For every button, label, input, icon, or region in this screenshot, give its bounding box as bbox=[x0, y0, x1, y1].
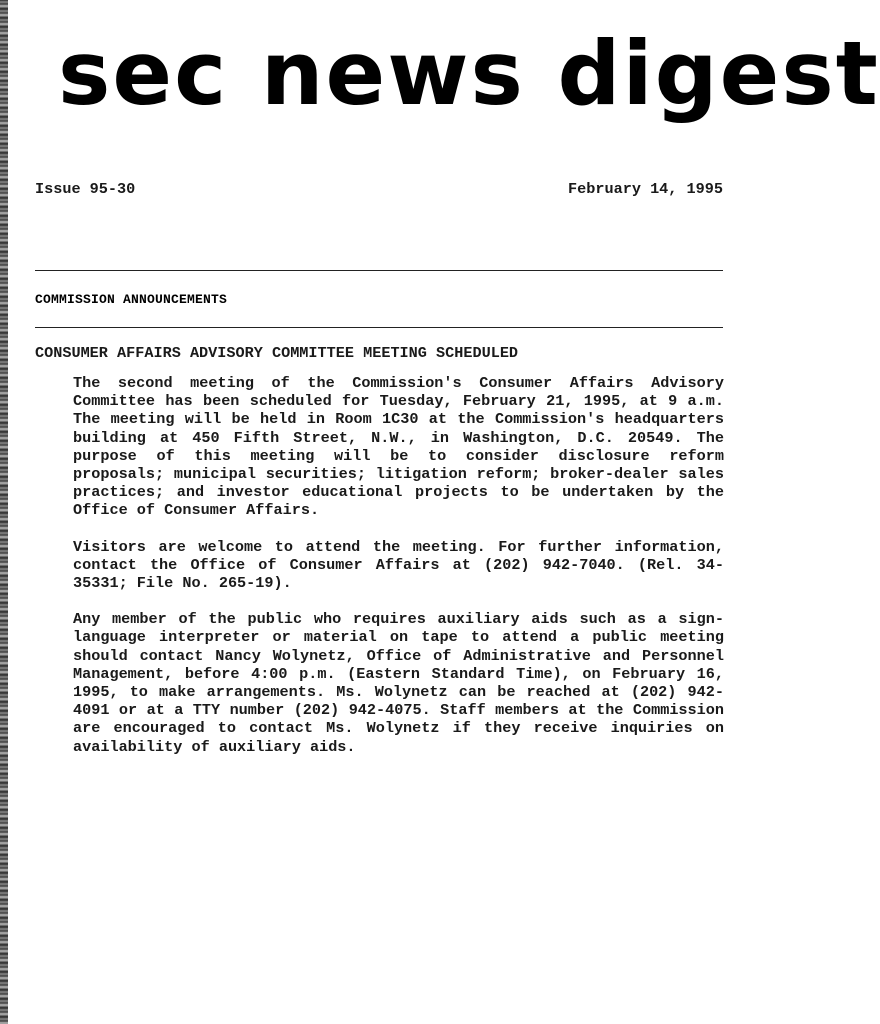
article-paragraph-3: Any member of the public who requires auxiliary aids such as a sign-language interpreter or material on tape to attend a public meeting should contact Nancy Wolynetz, Office of Administrative and Personnel Management, before 4:00 p.m. (Eastern Standard Time), on February 16, 1995, to make arrangements. Ms. Wolynetz can be reached at (202) 942-4091 or at a TTY number (202) 942-4075. Staff members at the Commission are encouraged to contact Ms. Wolynetz if they receive inquiries on availability of auxiliary aids. bbox=[73, 610, 724, 756]
section-heading: COMMISSION ANNOUNCEMENTS bbox=[35, 292, 228, 307]
article-paragraph-1: The second meeting of the Commission's Consumer Affairs Advisory Committee has been scheduled for Tuesday, February 21, 1995, at 9 a.m. The meeting will be held in Room 1C30 at the Commission's headquarters building at 450 Fifth Street, N.W., in Washington, D.C. 20549. The purpose of this meeting will be to consider disclosure reform proposals; municipal securities; litigation reform; broker-dealer sales practices; and investor educational projects to be undertaken by the Office of Consumer Affairs. bbox=[73, 374, 724, 520]
scan-edge bbox=[0, 0, 8, 1024]
article-body bbox=[73, 374, 724, 774]
masthead-title: sec news digest bbox=[58, 22, 880, 125]
issue-number: Issue 95-30 bbox=[35, 180, 136, 198]
article-headline: CONSUMER AFFAIRS ADVISORY COMMITTEE MEETING SCHEDULED bbox=[35, 344, 519, 362]
top-divider bbox=[35, 270, 723, 271]
article-paragraph-2: Visitors are welcome to attend the meeting. For further information, contact the Office of Consumer Affairs at (202) 942-7040. (Rel. 34-35331; File No. 265-19). bbox=[73, 537, 724, 593]
section-divider bbox=[35, 327, 723, 328]
issue-date: February 14, 1995 bbox=[568, 180, 723, 198]
